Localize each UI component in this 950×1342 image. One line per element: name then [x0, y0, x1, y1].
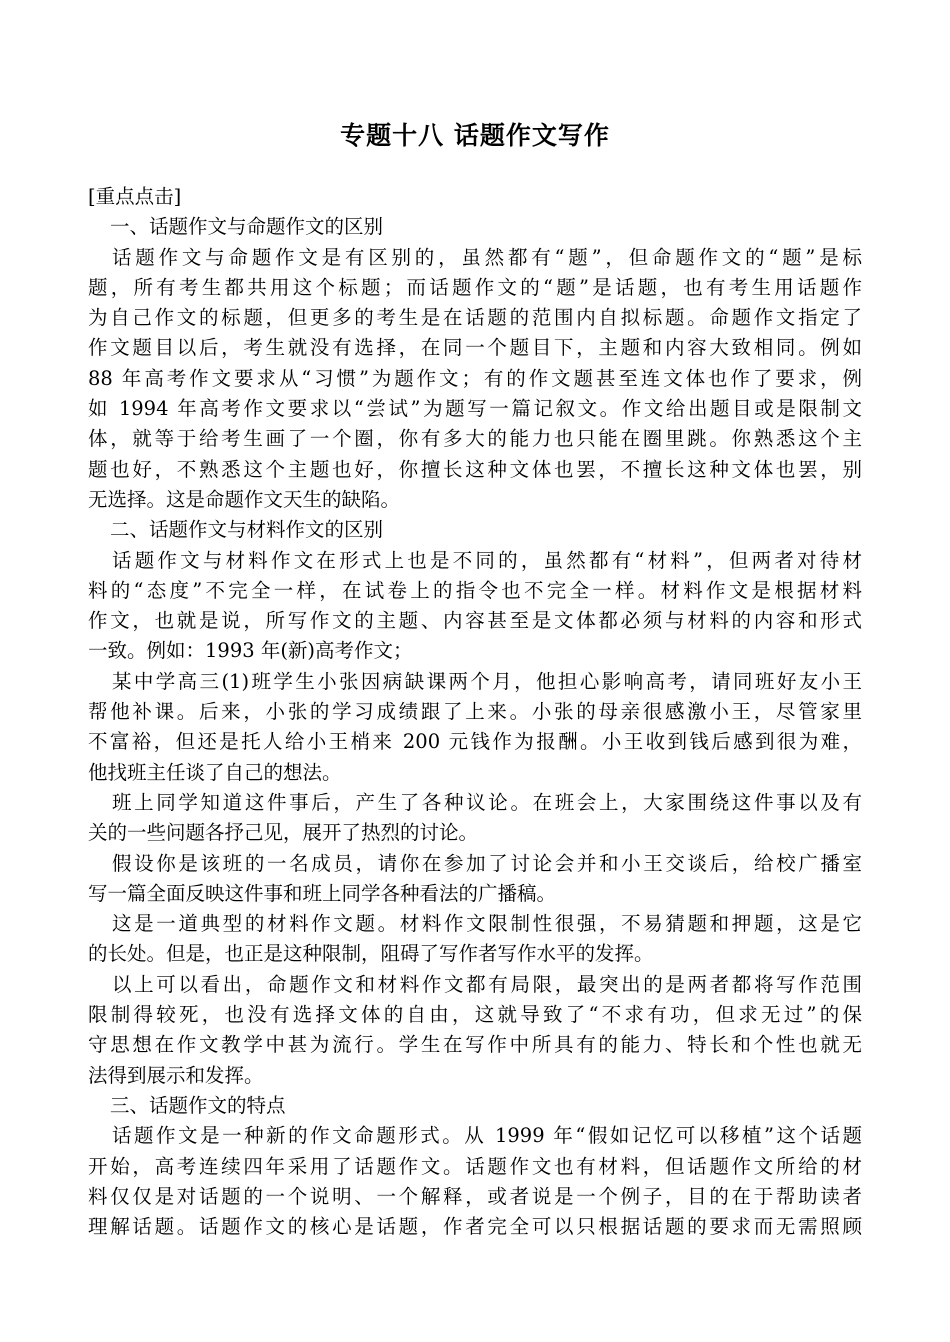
- text-line: 班上同学知道这件事后，产生了各种议论。在班会上，大家围绕这件事以及有: [112, 790, 862, 814]
- text-line: 体，就等于给考生画了一个圈，你有多大的能力也只能在圈里跳。你熟悉这个主: [88, 427, 862, 451]
- text-line: 一致。例如：1993 年(新)高考作文；: [88, 639, 413, 663]
- text-line: 以上可以看出，命题作文和材料作文都有局限，最突出的是两者都将写作范围: [112, 972, 862, 996]
- text-line: 不富裕，但还是托人给小王梢来 200 元钱作为报酬。小王收到钱后感到很为难，: [88, 730, 862, 754]
- document-title: 专题十八 话题作文写作: [340, 121, 610, 150]
- text-line: 作文，也就是说，所写作文的主题、内容甚至是文体都必须与材料的内容和形式: [88, 609, 862, 633]
- text-line: 一、话题作文与命题作文的区别: [110, 215, 384, 239]
- text-line: 这是一道典型的材料作文题。材料作文限制性很强，不易猜题和押题，这是它: [112, 912, 862, 936]
- text-line: 为自己作文的标题，但更多的考生是在话题的范围内自拟标题。命题作文指定了: [88, 306, 862, 330]
- text-line: 他找班主任谈了自己的想法。: [88, 760, 342, 784]
- text-line: 三、话题作文的特点: [110, 1093, 286, 1117]
- text-line: 关的一些问题各抒己见，展开了热烈的讨论。: [88, 821, 479, 845]
- text-line: 的长处。但是，也正是这种限制，阻碍了写作者写作水平的发挥。: [88, 942, 654, 966]
- text-line: 话题作文与命题作文是有区别的，虽然都有“题”，但命题作文的“题”是标: [112, 245, 862, 269]
- text-line: 无选择。这是命题作文天生的缺陷。: [88, 487, 401, 511]
- document-page: [88, 118, 862, 1242]
- text-line: 如 1994 年高考作文要求以“尝试”为题写一篇记叙文。作文给出题目或是限制文: [88, 397, 862, 421]
- text-line: 题，所有考生都共用这个标题；而话题作文的“题”是话题，也有考生用话题作: [88, 275, 862, 299]
- text-line: 守思想在作文教学中甚为流行。学生在写作中所具有的能力、特长和个性也就无: [88, 1033, 862, 1057]
- text-line: 88 年高考作文要求从“习惯”为题作文；有的作文题甚至连文体也作了要求，例: [88, 366, 862, 390]
- text-line: 话题作文与材料作文在形式上也是不同的，虽然都有“材料”，但两者对待材: [112, 548, 862, 572]
- text-line: 料仅仅是对话题的一个说明、一个解释，或者说是一个例子，目的在于帮助读者: [88, 1184, 862, 1208]
- text-line: 作文题目以后，考生就没有选择，在同一个题目下，主题和内容大致相同。例如: [88, 336, 862, 360]
- text-line: 法得到展示和发挥。: [88, 1063, 264, 1087]
- text-line: 理解话题。话题作文的核心是话题，作者完全可以只根据话题的要求而无需照顾: [88, 1215, 862, 1239]
- text-line: 写一篇全面反映这件事和班上同学各种看法的广播稿。: [88, 881, 557, 905]
- text-line: 开始，高考连续四年采用了话题作文。话题作文也有材料，但话题作文所给的材: [88, 1154, 862, 1178]
- document-body: [88, 182, 862, 1242]
- text-line: 帮他补课。后来，小张的学习成绩跟了上来。小张的母亲很感激小王，尽管家里: [88, 700, 862, 724]
- text-line: [重点点击]: [88, 185, 182, 208]
- text-line: 某中学高三(1)班学生小张因病缺课两个月，他担心影响高考，请同班好友小王: [112, 669, 862, 693]
- text-line: 话题作文是一种新的作文命题形式。从 1999 年“假如记忆可以移植”这个话题: [112, 1124, 862, 1148]
- text-line: 料的“态度”不完全一样，在试卷上的指令也不完全一样。材料作文是根据材料: [88, 578, 862, 602]
- text-line: 限制得较死，也没有选择文体的自由，这就导致了“不求有功，但求无过”的保: [88, 1003, 862, 1027]
- text-line: 假设你是该班的一名成员，请你在参加了讨论会并和小王交谈后，给校广播室: [112, 851, 862, 875]
- text-line: 题也好，不熟悉这个主题也好，你擅长这种文体也罢，不擅长这种文体也罢，别: [88, 457, 862, 481]
- text-line: 二、话题作文与材料作文的区别: [110, 518, 384, 542]
